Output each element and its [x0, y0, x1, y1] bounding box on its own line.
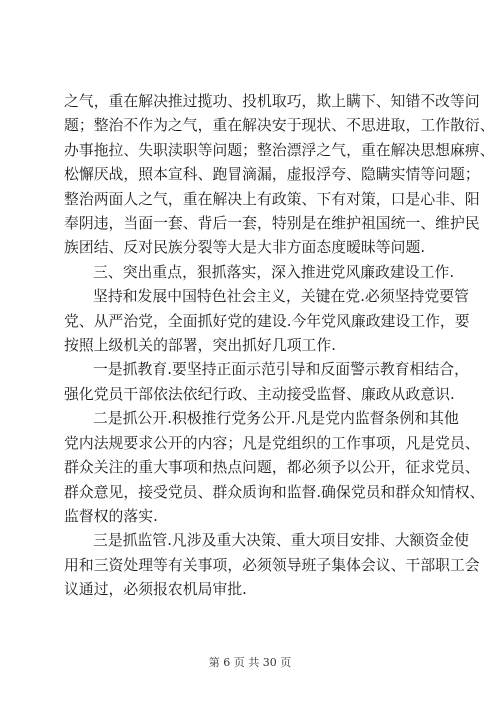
text-line: 群众意见，接受党员、群众质询和监督.确保党员和群众知情权、: [64, 483, 485, 501]
body-paragraph: [64, 358, 469, 407]
text-line: 坚持和发展中国特色社会主义，关键在党.必须坚持党要管: [93, 288, 469, 306]
text-line: 监督权的落实.: [64, 507, 158, 525]
text-line: 群众关注的重大事项和热点问题，都必须予以公开，征求党员、: [64, 459, 480, 477]
text-line: 用和三资处理等有关事项，必须领导班子集体会议、干部职工会: [64, 556, 480, 574]
text-line: 族团结、反对民族分裂等大是大非方面态度暧昧等问题.: [64, 239, 426, 257]
body-paragraph: [64, 285, 470, 358]
body-paragraph: [64, 407, 485, 529]
text-line: 整治两面人之气，重在解决上有政策、下有对策，口是心非、阳: [64, 190, 480, 208]
text-line: 党内法规要求公开的内容；凡是党组织的工作事项，凡是党员、: [64, 434, 480, 452]
text-line: 强化党员干部依法依纪行政、主动接受监督、廉政从政意识.: [64, 385, 455, 403]
text-line: 二是抓公开.积极推行党务公开.凡是党内监督条例和其他: [93, 410, 459, 428]
text-line: 之气，重在解决推过揽功、投机取巧，欺上瞒下、知错不改等问: [64, 93, 480, 110]
text-line: 三是抓监管.凡涉及重大决策、重大项目安排、大额资金使: [93, 532, 469, 550]
text-line: 题；整治不作为之气，重在解决安于现状、不思进取，工作散衍、: [64, 117, 495, 135]
page-number-footer: 第 6 页 共 30 页: [208, 656, 292, 669]
text-line: 按照上级机关的部署，突出抓好几项工作.: [64, 337, 336, 355]
text-line: 三、突出重点，狠抓落实，深入推进党风廉政建设工作.: [93, 263, 455, 281]
body-paragraph: [64, 529, 480, 602]
section-heading: [64, 261, 455, 285]
text-line: 奉阴违，当面一套、背后一套，特别是在维护祖国统一、维护民: [64, 215, 480, 233]
text-line: 松懈厌战，照本宣科、跑冒滴漏，虚报浮夸、隐瞒实情等问题；: [64, 166, 480, 184]
text-line: 议通过，必须报农机局审批.: [64, 581, 247, 599]
text-line: 党、从严治党，全面抓好党的建设.今年党风廉政建设工作，要: [64, 312, 470, 330]
text-line: 办事拖拉、失职渎职等问题；整治漂浮之气，重在解决思想麻痹、: [64, 141, 495, 159]
document-body: [64, 90, 495, 603]
body-paragraph: [64, 90, 495, 261]
text-line: 一是抓教育.要坚持正面示范引导和反面警示教育相结合，: [93, 361, 469, 379]
